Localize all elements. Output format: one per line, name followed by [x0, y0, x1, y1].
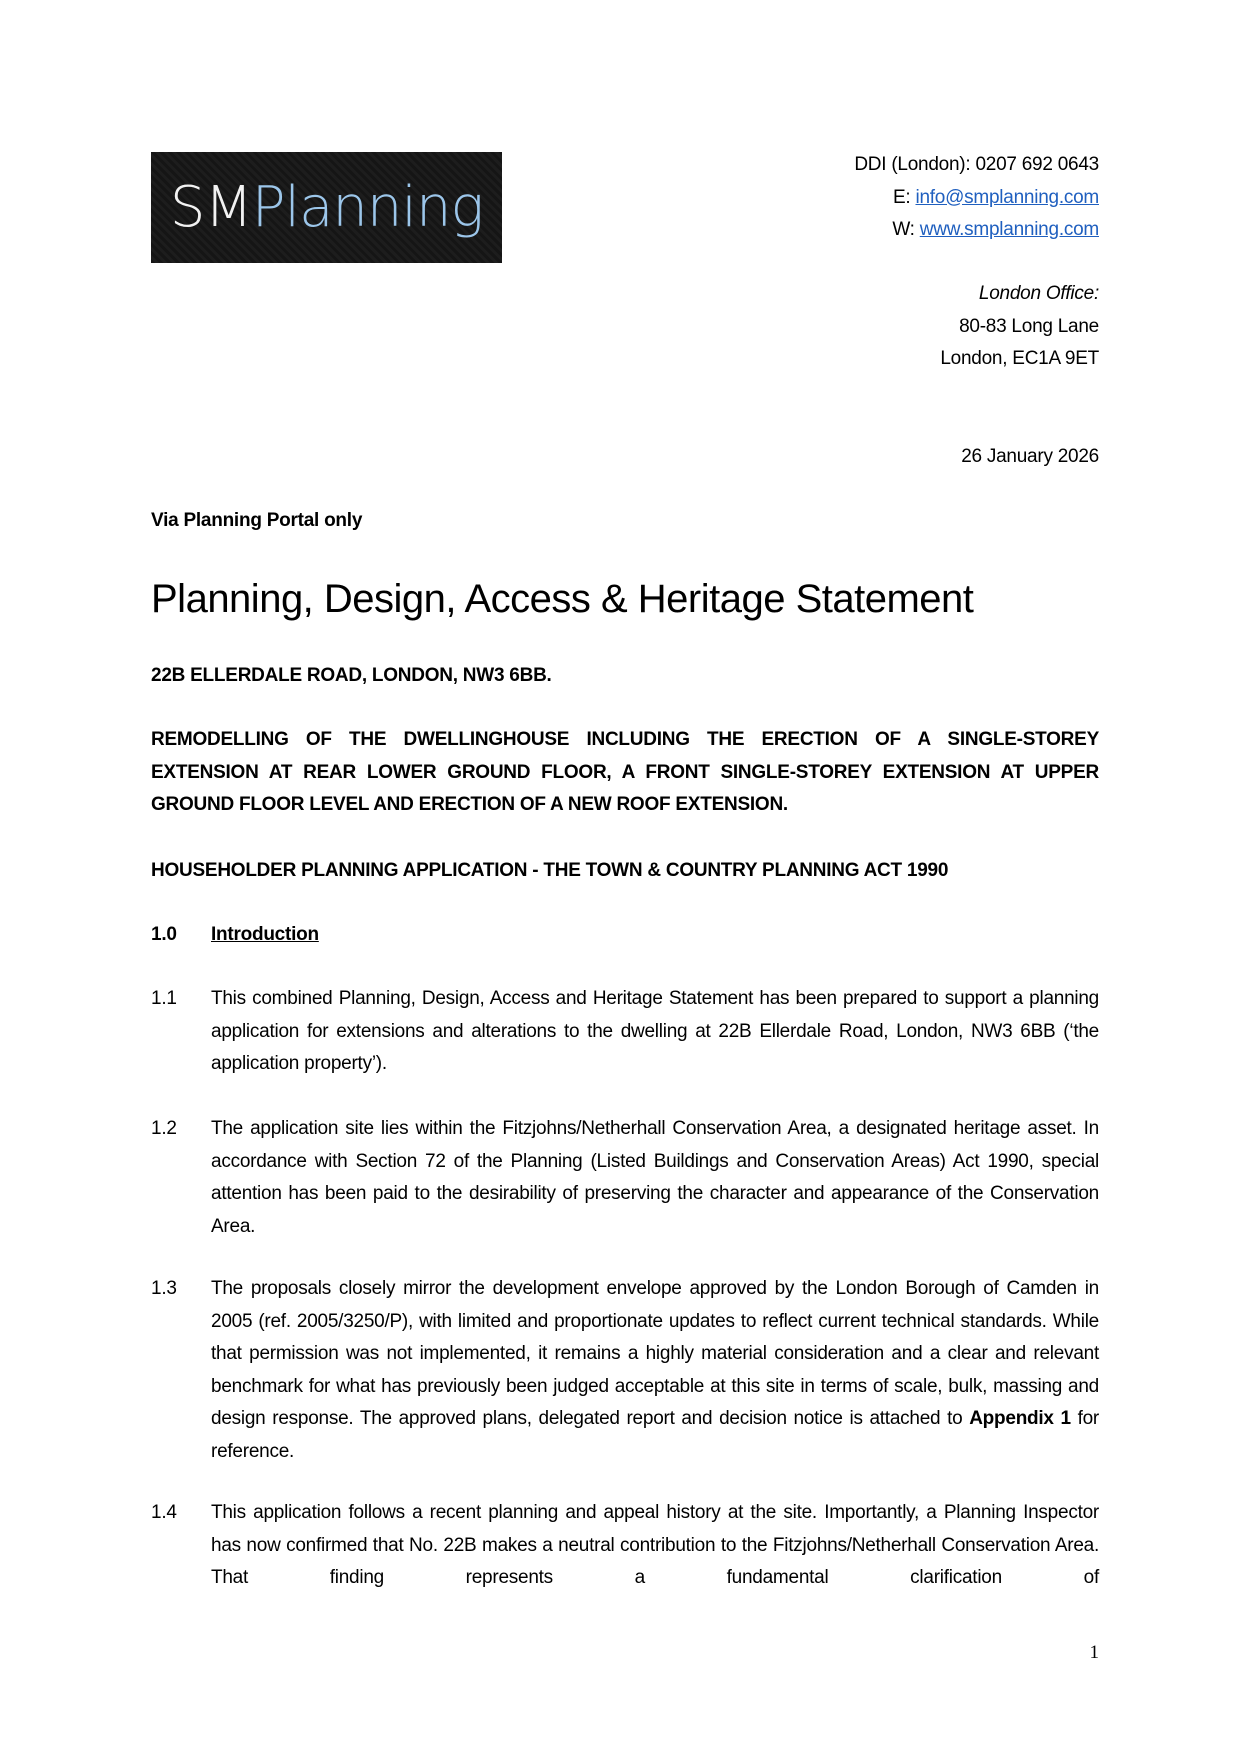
proposal-description: REMODELLING OF THE DWELLINGHOUSE INCLUDING THE ERECTION OF A SINGLE-STOREY EXTENSION AT REAR LOWER GROUND FLOOR, A FRONT SINGLE-STOREY EXTENSION AT UPPER GROUND FLOOR LEVEL AND ERECTION OF A NEW ROOF EXTENSION. [151, 729, 1099, 815]
email-label: E: [893, 186, 916, 208]
paragraph-number: 1.2 [151, 1118, 177, 1139]
smplanning-logo [151, 152, 502, 263]
paragraph-number: 1.1 [151, 988, 177, 1009]
paragraph-1-2 [151, 1113, 1099, 1243]
paragraph-text: This combined Planning, Design, Access and Heritage Statement has been prepared to support a planning application for extensions and alterations to the dwelling at 22B Ellerdale Road, London, NW3 6BB (‘the application property’). [211, 988, 1099, 1074]
via-note: Via Planning Portal only [151, 510, 363, 531]
web-label: W: [892, 219, 920, 240]
letter-date: 26 January 2026 [961, 446, 1099, 467]
appendix-reference: Appendix 1 [969, 1408, 1071, 1429]
website-link[interactable]: www.smplanning.com [919, 219, 1099, 240]
paragraph-text: This application follows a recent planning and appeal history at the site. Importantly, a Planning Inspector has now confirmed that No. 22B makes a neutral contribution to the Fitzjohns/Netherhall Conservation Area. That finding represents a fundamental clarification of [211, 1502, 1099, 1588]
logo-sm: SM [169, 175, 252, 240]
section-heading [151, 919, 1099, 952]
contact-block [854, 149, 1099, 247]
office-address [940, 278, 1099, 376]
office-line1: 80-83 Long Lane [959, 315, 1099, 337]
office-line2: London, EC1A 9ET [940, 348, 1099, 369]
section-number: 1.0 [151, 924, 177, 945]
ddi-phone: DDI (London): 0207 692 0643 [854, 154, 1099, 175]
paragraph-text [211, 1273, 1099, 1468]
email-link[interactable]: info@smplanning.com [915, 186, 1099, 208]
site-address: 22B ELLERDALE ROAD, LONDON, NW3 6BB. [151, 665, 552, 686]
application-type: HOUSEHOLDER PLANNING APPLICATION - THE TOWN & COUNTRY PLANNING ACT 1990 [151, 860, 949, 881]
document-title: Planning, Design, Access & Heritage Statement [151, 577, 974, 621]
paragraph-number: 1.4 [151, 1502, 177, 1523]
paragraph-1-4 [151, 1497, 1099, 1595]
email-line [854, 182, 1099, 215]
web-line [854, 214, 1099, 247]
page-number: 1 [1089, 1642, 1099, 1663]
paragraph-text-a: The proposals closely mirror the development envelope approved by the London Borough of Camden in 2005 (ref. 2005/3250/P), with limited and proportionate updates to reflect current technical standards. While that permission was not implemented, it remains a highly material consideration and a clear and relevant benchmark for what has previously been judged acceptable at this site in terms of scale, bulk, massing and design response. The approved plans, delegated report and decision notice is attached to [211, 1278, 1099, 1429]
paragraph-number: 1.3 [151, 1278, 177, 1299]
section-title: Introduction [211, 924, 319, 945]
office-label: London Office: [978, 283, 1099, 304]
paragraph-text: The application site lies within the Fitzjohns/Netherhall Conservation Area, a designated heritage asset. In accordance with Section 72 of the Planning (Listed Buildings and Conservation Areas) Act 1990, special attention has been paid to the desirability of preserving the character and appearance of the Conservation Area. [211, 1118, 1099, 1237]
logo-planning: Planning [251, 175, 484, 240]
paragraph-text-b: for reference. [211, 1408, 1100, 1462]
paragraph-1-3 [151, 1273, 1099, 1468]
paragraph-1-1 [151, 983, 1099, 1081]
